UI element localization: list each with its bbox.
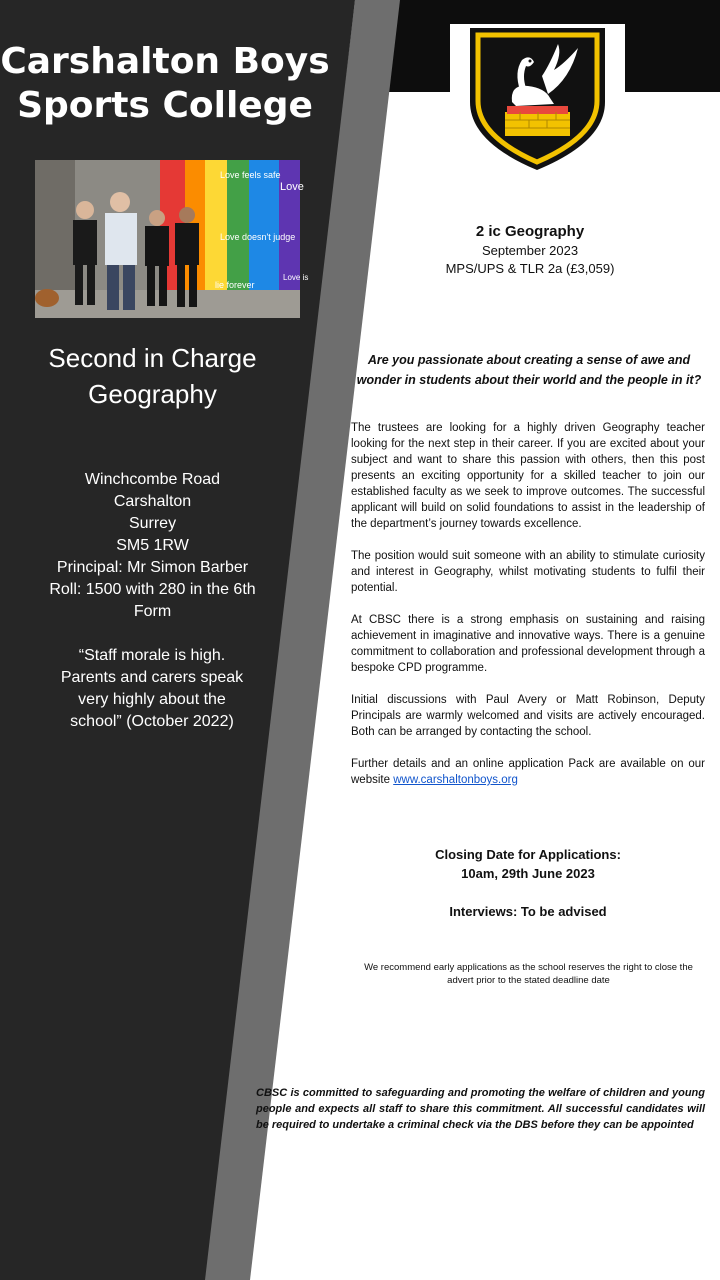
role-title: Second in Charge Geography	[48, 343, 257, 409]
address-line-1: Winchcombe Road	[84, 471, 221, 488]
paragraph-cbsc-emphasis: At CBSC there is a strong emphasis on sustaining and raising achievement in imaginative and innovative ways. There is a genuine commitment to collaboration and professional development through a bespoke CPD programme.	[351, 614, 705, 674]
paragraph-role-description: The trustees are looking for a highly driven Geography teacher looking for the next step in their career. If you are excited about your subject and want to share this passion with others, then this post presents an exciting opportunity for a skilled teacher to join our established faculty as we seek to improve outcomes. The successful applicant will build on solid foundations to assist in the leadership of the department’s journey towards excellence.	[351, 422, 705, 530]
crest-wall-icon	[505, 106, 570, 136]
paragraph-position-suit: The position would suit someone with an ability to stimulate curiosity and interest in Geography, whilst motivating students to fulfil their potential.	[351, 550, 705, 594]
school-name: Carshalton Boys Sports College	[0, 41, 330, 126]
paragraph-contacts: Initial discussions with Paul Avery or Matt Robinson, Deputy Principals are warmly welcomed and visits are actively encouraged. Both can be arranged by contacting the school.	[351, 694, 705, 738]
job-start-date: September 2023	[481, 243, 579, 258]
closing-date-value: 10am, 29th June 2023	[461, 866, 595, 881]
school-address	[40, 469, 265, 623]
job-pay: MPS/UPS & TLR 2a (£3,059)	[445, 261, 615, 276]
school-crest	[450, 24, 625, 174]
photo-wall-text-3: Love doesn't judge	[220, 232, 296, 242]
photo-wall-text-2: Love	[280, 181, 304, 193]
advert-body	[351, 420, 705, 804]
school-photo	[35, 160, 309, 318]
closing-date	[400, 845, 656, 883]
headline-question: Are you passionate about creating a sense of awe and wonder in students about their world and the people in it?	[356, 353, 702, 387]
safeguarding-statement: CBSC is committed to safeguarding and promoting the welfare of children and young people and expects all staff to share this commitment. All successful candidates will be required to undertake a criminal check via the DBS before they can be appointed	[256, 1087, 705, 1131]
address-line-2: Carshalton	[113, 493, 192, 510]
closing-date-label: Closing Date for Applications:	[435, 847, 621, 862]
further-details-text: Further details and an online application Pack are available on our website	[351, 758, 705, 786]
principal-name: Principal: Mr Simon Barber	[56, 559, 249, 576]
photo-wall-text-5: lie forever	[215, 280, 255, 290]
address-line-3: Surrey	[128, 515, 177, 532]
photo-wall-text-1: Love feels safe	[220, 170, 281, 180]
ofsted-quote: “Staff morale is high. Parents and carers speak very highly about the school” (October 2022)	[60, 647, 244, 730]
job-title: 2 ic Geography	[475, 223, 585, 240]
photo-dog	[35, 289, 59, 307]
interviews-note: Interviews: To be advised	[449, 904, 607, 919]
early-application-note: We recommend early applications as the school reserves the right to close the advert prior to the stated deadline date	[364, 962, 693, 986]
school-roll: Roll: 1500 with 280 in the 6th Form	[49, 581, 256, 620]
paragraph-further-details	[351, 756, 705, 788]
job-summary	[420, 222, 640, 278]
website-link[interactable]: www.carshaltonboys.org	[393, 774, 518, 786]
photo-wall-text-4: Love is	[283, 273, 309, 282]
address-line-4: SM5 1RW	[116, 537, 189, 554]
